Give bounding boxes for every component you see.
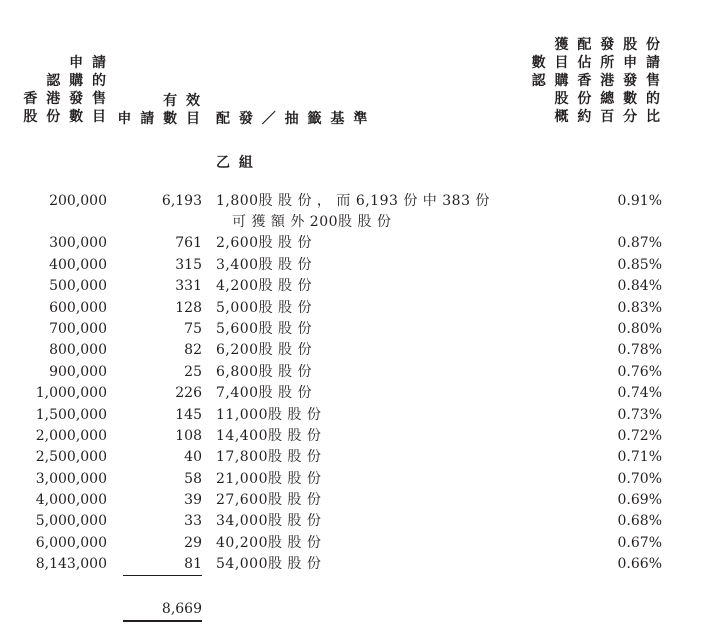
- approx-percentage: 0.67%: [617, 534, 662, 551]
- table-row: [0, 554, 708, 575]
- valid-applications: 331: [175, 278, 202, 295]
- valid-applications: 761: [175, 235, 202, 252]
- shares-applied: 700,000: [49, 320, 107, 337]
- valid-applications: 29: [184, 534, 202, 551]
- valid-applications: 82: [184, 342, 202, 359]
- header-line: 認 購 香 港 發 售: [531, 73, 662, 89]
- table-row: [0, 233, 708, 254]
- table-row: [0, 276, 708, 297]
- table-row: [0, 490, 708, 511]
- table-row: [0, 469, 708, 490]
- shares-applied: 1,500,000: [35, 406, 107, 423]
- basis-line-2: 可 獲 額 外 200股 股 份: [232, 214, 392, 231]
- shares-applied: 200,000: [49, 193, 107, 209]
- approx-percentage: 0.87%: [617, 235, 662, 252]
- basis-of-allotment: 14,400股 股 份: [216, 427, 322, 444]
- shares-applied: 600,000: [49, 299, 107, 316]
- table-row: [0, 319, 708, 340]
- valid-applications: 40: [184, 449, 202, 466]
- header-line: 股 份 總 數 的: [554, 91, 662, 107]
- approx-percentage: 0.73%: [617, 406, 662, 423]
- valid-applications: 108: [175, 427, 202, 444]
- basis-of-allotment: 2,600股 股 份: [216, 235, 312, 252]
- basis-of-allotment: 11,000股 股 份: [216, 406, 322, 423]
- subtotal-rule: [123, 575, 202, 576]
- table-row: [0, 362, 708, 383]
- approx-percentage: 0.78%: [617, 342, 662, 359]
- basis-of-allotment: 34,000股 股 份: [216, 513, 322, 530]
- shares-applied: 1,000,000: [35, 385, 107, 402]
- shares-applied: 2,000,000: [35, 427, 107, 444]
- basis-of-allotment: 17,800股 股 份: [216, 449, 322, 466]
- group-label: 乙 組: [216, 155, 255, 171]
- header-basis-of-allotment: [216, 110, 369, 128]
- allotment-rows: [0, 191, 708, 576]
- shares-applied: 900,000: [49, 363, 107, 380]
- header-line: 獲 配 發 股 份: [554, 37, 662, 53]
- basis-of-allotment: 40,200股 股 份: [216, 534, 322, 551]
- header-line: 股 份 數 目: [23, 109, 108, 125]
- table-row: [0, 511, 708, 532]
- table-row: [0, 426, 708, 447]
- shares-applied: 5,000,000: [35, 513, 107, 530]
- basis-of-allotment: 27,600股 股 份: [216, 492, 322, 509]
- header-approx-percentage: [532, 36, 662, 126]
- table-row: [0, 340, 708, 361]
- shares-applied: 800,000: [49, 342, 107, 359]
- table-row: [0, 298, 708, 319]
- shares-applied: 300,000: [49, 235, 107, 252]
- approx-percentage: 0.69%: [617, 492, 662, 509]
- approx-percentage: 0.76%: [617, 363, 662, 380]
- approx-percentage: 0.71%: [617, 449, 662, 466]
- header-line: 申 請 數 目: [117, 111, 202, 127]
- valid-applications: 6,193: [161, 193, 202, 209]
- approx-percentage: 0.85%: [617, 256, 662, 273]
- shares-applied: 3,000,000: [35, 470, 107, 487]
- header-line: 概 約 百 分 比: [554, 109, 662, 125]
- valid-applications: 39: [184, 492, 202, 509]
- shares-applied: 6,000,000: [35, 534, 107, 551]
- shares-applied: 400,000: [49, 256, 107, 273]
- valid-applications: 58: [184, 470, 202, 487]
- basis-of-allotment: 4,200股 股 份: [216, 278, 312, 295]
- table-row: [0, 255, 708, 276]
- table-row: [0, 383, 708, 404]
- basis-of-allotment: 5,600股 股 份: [216, 320, 312, 337]
- basis-of-allotment: 6,200股 股 份: [216, 342, 312, 359]
- approx-percentage: 0.91%: [617, 193, 662, 209]
- basis-line-1: 1,800股 股 份 ， 而 6,193 份 中 383 份: [216, 193, 490, 209]
- approx-percentage: 0.68%: [617, 513, 662, 530]
- table-row: [0, 533, 708, 554]
- shares-applied: 4,000,000: [35, 492, 107, 509]
- valid-applications: 75: [184, 320, 202, 337]
- basis-of-allotment: 7,400股 股 份: [216, 385, 312, 402]
- header-valid-applications: [117, 92, 202, 128]
- valid-applications: 128: [175, 299, 202, 316]
- approx-percentage: 0.84%: [617, 278, 662, 295]
- header-line: 數 目 佔 所 申 請: [531, 55, 662, 71]
- valid-applications: 33: [184, 513, 202, 530]
- shares-applied: 500,000: [49, 278, 107, 295]
- basis-of-allotment: 54,000股 股 份: [216, 556, 322, 573]
- approx-percentage: 0.66%: [617, 556, 662, 573]
- approx-percentage: 0.83%: [617, 299, 662, 316]
- header-line: 有 效: [163, 93, 202, 109]
- table-row: [0, 191, 708, 233]
- total-valid-applications: 8,669: [161, 601, 202, 617]
- approx-percentage: 0.74%: [617, 385, 662, 402]
- valid-applications: 81: [184, 556, 202, 573]
- header-shares-applied: [23, 54, 108, 126]
- approx-percentage: 0.70%: [617, 470, 662, 487]
- valid-applications: 226: [175, 385, 202, 402]
- header-line: 申 請: [69, 55, 108, 71]
- basis-of-allotment: 21,000股 股 份: [216, 470, 322, 487]
- table-row: [0, 405, 708, 426]
- approx-percentage: 0.80%: [617, 320, 662, 337]
- basis-of-allotment: 6,800股 股 份: [216, 363, 312, 380]
- header-line: 配 發 ／ 抽 籤 基 準: [216, 111, 370, 127]
- header-line: 認 購 的: [46, 73, 108, 89]
- shares-applied: 8,143,000: [35, 556, 107, 573]
- valid-applications: 315: [175, 256, 202, 273]
- total-rule: [123, 620, 202, 622]
- approx-percentage: 0.72%: [617, 427, 662, 444]
- basis-of-allotment: 3,400股 股 份: [216, 256, 312, 273]
- valid-applications: 25: [184, 363, 202, 380]
- header-line: 香 港 發 售: [23, 91, 108, 107]
- basis-of-allotment: 5,000股 股 份: [216, 299, 312, 316]
- valid-applications: 145: [175, 406, 202, 423]
- table-row: [0, 447, 708, 468]
- shares-applied: 2,500,000: [35, 449, 107, 466]
- basis-of-allotment: [216, 191, 490, 234]
